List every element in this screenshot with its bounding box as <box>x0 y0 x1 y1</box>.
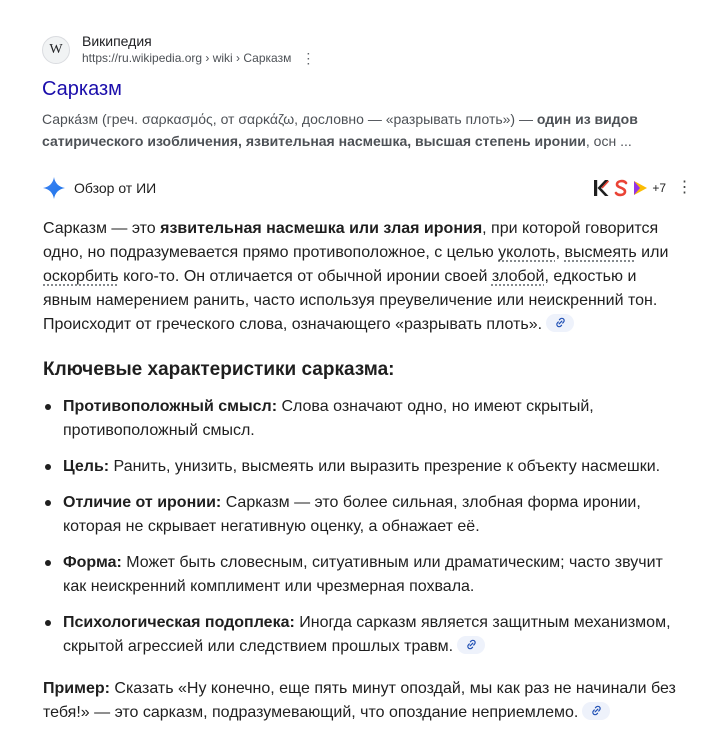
link-icon <box>465 638 478 651</box>
point-text: Иногда сарказм является защитным механизмом, скрытой агрессией или следствием прошлых травм. <box>63 614 671 655</box>
point-text: Слова означают одно, но имеют скрытый, противоположный смысл. <box>63 398 594 439</box>
wikipedia-favicon-icon: W <box>42 36 70 64</box>
source-link-chip[interactable] <box>582 702 610 720</box>
characteristics-list <box>43 395 683 671</box>
example-label: Пример: <box>43 680 110 697</box>
point-label: Форма: <box>63 554 122 571</box>
example-paragraph <box>43 677 683 725</box>
bullet-icon <box>45 464 51 470</box>
bullet-icon <box>45 560 51 566</box>
ai-overview-title: Обзор от ИИ <box>74 180 157 196</box>
point-label: Противоположный смысл: <box>63 398 278 415</box>
link-icon <box>590 704 603 717</box>
section-title: Ключевые характеристики сарказма: <box>43 359 395 380</box>
sources-more-count: +7 <box>652 181 666 195</box>
example-text: Сказать «Ну конечно, еще пять минут опоздай, мы как раз не начинали без тебя!» — это сарказм, подразумевающий, что опоздание неприемлемо. <box>43 680 676 721</box>
point-label: Психологическая подоплека: <box>63 614 295 631</box>
point-text: Ранить, унизить, высмеять или выразить презрение к объекту насмешки. <box>109 458 661 475</box>
term-link-vysmeyat[interactable]: высмеять <box>564 244 637 261</box>
intro-bold: язвительная насмешка или злая ирония <box>160 220 483 237</box>
list-item <box>43 395 683 443</box>
intro-text: или <box>636 244 669 261</box>
source-s-icon <box>612 178 630 198</box>
source-k-icon <box>593 178 611 198</box>
term-link-oskorbit[interactable]: оскорбить <box>43 268 119 285</box>
result-title-link[interactable]: Сарказм <box>42 78 122 100</box>
ai-overview-intro <box>43 217 673 337</box>
result-snippet <box>42 108 652 152</box>
intro-text: , при которой говорится одно, но подразумевается прямо противоположное, с целью <box>43 220 659 261</box>
snippet-text: Сарка́зм (греч. σαρκασμός, от σαρκάζω, дословно — «разрывать плоть») — <box>42 111 537 127</box>
point-text: Сарказм — это более сильная, злобная форма иронии, которая не скрывает негативную оценку, а обнажает её. <box>63 494 641 535</box>
point-text: Может быть словесным, ситуативным или драматическим; часто звучит как неискренний комплимент или чрезмерная похвала. <box>63 554 663 595</box>
point-label: Цель: <box>63 458 110 475</box>
list-item <box>43 455 683 479</box>
term-link-ukolot[interactable]: уколоть <box>498 244 556 261</box>
site-info[interactable] <box>42 32 672 68</box>
term-link-zloboy[interactable]: злобой <box>491 268 545 285</box>
list-item <box>43 611 683 659</box>
snippet-tail: , осн ... <box>585 133 632 149</box>
list-item <box>43 491 683 539</box>
intro-text: , <box>555 244 565 261</box>
site-text <box>82 33 314 67</box>
snippet-highlight: один из видов сатирического изобличения, язвительная насмешка, высшая степень иронии <box>42 111 638 149</box>
site-url: https://ru.wikipedia.org › wiki › Сарказм <box>82 51 292 65</box>
ai-sources[interactable] <box>593 178 666 198</box>
ai-more-options-icon[interactable]: ⋮ <box>676 179 692 196</box>
site-name: Википедия <box>82 33 152 49</box>
search-result <box>42 32 672 152</box>
source-play-icon <box>631 178 649 198</box>
point-label: Отличие от иронии: <box>63 494 222 511</box>
bullet-icon <box>45 620 51 626</box>
link-icon <box>554 316 567 329</box>
more-options-icon[interactable]: ⋮ <box>301 50 315 66</box>
source-link-chip[interactable] <box>457 636 485 654</box>
ai-overview-header <box>42 172 694 204</box>
intro-text: кого-то. Он отличается от обычной иронии своей <box>118 268 492 285</box>
site-url-row <box>82 50 314 67</box>
intro-text: , едкостью и явным намерением ранить, часто используя преувеличение или неискренний тон. Происходит от греческого слова, означающего «разрывать плоть». <box>43 268 658 333</box>
bullet-icon <box>45 500 51 506</box>
ai-sparkle-icon <box>42 176 66 200</box>
source-link-chip[interactable] <box>546 314 574 332</box>
list-item <box>43 551 683 599</box>
intro-text: Сарказм — это <box>43 220 161 237</box>
bullet-icon <box>45 404 51 410</box>
